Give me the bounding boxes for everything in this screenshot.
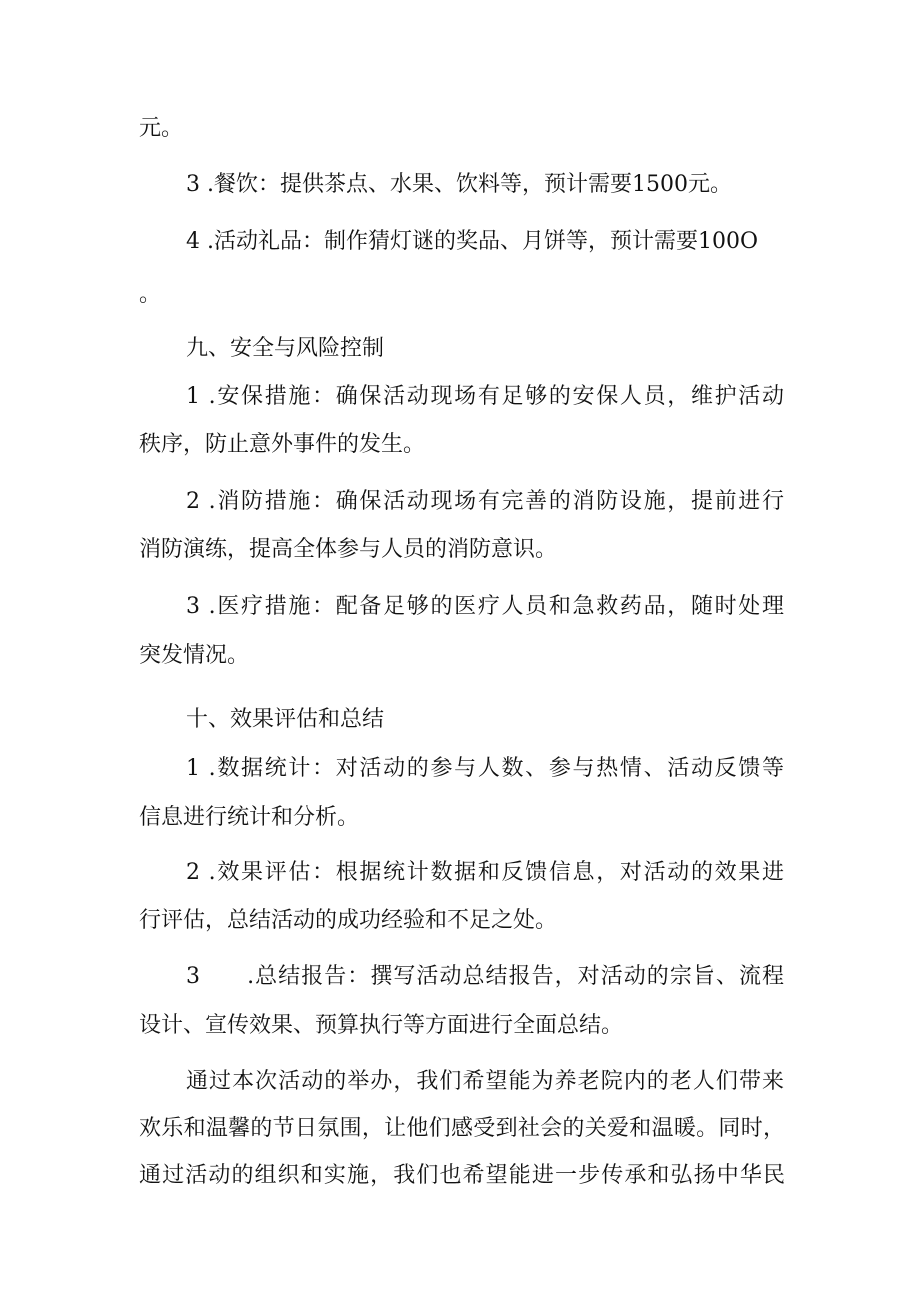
text-line: 秩序，防止意外事件的发生。	[139, 432, 426, 457]
text-line: 3 .总结报告：撰写活动总结报告，对活动的宗旨、流程	[186, 964, 784, 989]
section-heading: 九、安全与风险控制	[186, 336, 385, 361]
text-line: 1 .安保措施：确保活动现场有足够的安保人员，维护活动	[186, 384, 784, 409]
text-line: 3 .医疗措施：配备足够的医疗人员和急救药品，随时处理	[186, 594, 784, 619]
text-line: 设计、宣传效果、预算执行等方面进行全面总结。	[139, 1013, 624, 1038]
text-line: 消防演练，提高全体参与人员的消防意识。	[139, 537, 558, 562]
paragraph-line: 通过本次活动的举办，我们希望能为养老院内的老人们带来	[186, 1069, 784, 1094]
text-line: 行评估，总结活动的成功经验和不足之处。	[139, 908, 558, 933]
section-heading: 十、效果评估和总结	[186, 707, 385, 732]
text-line: 2 .效果评估：根据统计数据和反馈信息，对活动的效果进	[186, 860, 784, 885]
text-line: 4 .活动礼品：制作猜灯谜的奖品、月饼等，预计需要100O	[186, 229, 759, 254]
text-line: 。	[139, 282, 162, 307]
text-line: 1 .数据统计：对活动的参与人数、参与热情、活动反馈等	[186, 756, 784, 781]
text-line: 突发情况。	[139, 643, 250, 668]
text-line: 2 .消防措施：确保活动现场有完善的消防设施，提前进行	[186, 489, 784, 514]
text-line: 元。	[139, 116, 184, 141]
paragraph-line: 欢乐和温馨的节日氛围，让他们感受到社会的关爱和温暖。同时，	[139, 1116, 785, 1141]
paragraph-line: 通过活动的组织和实施，我们也希望能进一步传承和弘扬中华民	[139, 1163, 785, 1188]
text-line: 信息进行统计和分析。	[139, 805, 360, 830]
text-line: 3 .餐饮：提供茶点、水果、饮料等，预计需要1500元。	[186, 172, 732, 197]
